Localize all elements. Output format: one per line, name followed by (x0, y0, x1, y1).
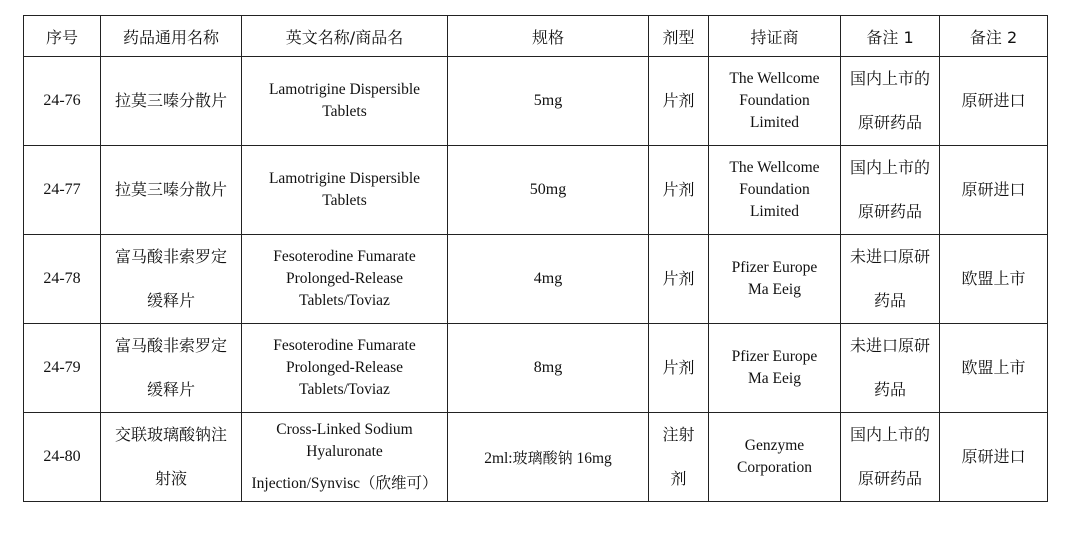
cell-note2: 原研进口 (940, 57, 1048, 146)
header-row (24, 16, 1048, 57)
holder-line: Foundation (739, 92, 810, 109)
cell-no: 24-80 (24, 413, 101, 502)
holder-line: Ma Eeig (748, 281, 801, 298)
table-row (24, 235, 1048, 324)
cell-form (649, 324, 709, 413)
cell-cn-name (101, 413, 242, 502)
header-en-name: 英文名称/商品名 (242, 16, 448, 57)
cn-name-line: 富马酸非索罗定 (114, 336, 227, 355)
cell-note1 (841, 235, 940, 324)
note1-line: 药品 (873, 291, 906, 310)
note1-line: 国内上市的 (849, 158, 930, 177)
holder-line: The Wellcome (729, 159, 820, 176)
cn-name-line: 交联玻璃酸钠注 (114, 425, 227, 444)
holder-line: Genzyme (744, 437, 805, 454)
en-name-line: Fesoterodine Fumarate (273, 337, 416, 354)
cell-no: 24-76 (24, 57, 101, 146)
cell-en-name (242, 57, 448, 146)
table-row (24, 146, 1048, 235)
cell-spec: 50mg (448, 146, 649, 235)
form-line: 片剂 (662, 358, 695, 377)
cell-spec: 8mg (448, 324, 649, 413)
cell-note1 (841, 146, 940, 235)
table-row (24, 413, 1048, 502)
cell-en-name (242, 324, 448, 413)
cell-no: 24-77 (24, 146, 101, 235)
holder-line: Corporation (737, 459, 812, 476)
cn-name-line: 拉莫三嗪分散片 (114, 91, 227, 110)
note1-line: 未进口原研 (849, 336, 930, 355)
en-name-line: Prolonged-Release (285, 270, 404, 287)
en-name-line: Lamotrigine Dispersible (268, 170, 421, 187)
header-cn-name: 药品通用名称 (101, 16, 242, 57)
spec-dose: 16mg (572, 449, 612, 467)
holder-line: Pfizer Europe (731, 259, 818, 276)
en-name-line: Tablets (322, 103, 367, 120)
note1-line: 国内上市的 (849, 425, 930, 444)
header-note1: 备注 1 (841, 16, 940, 57)
cell-note2: 原研进口 (940, 413, 1048, 502)
cell-holder (709, 324, 841, 413)
cell-cn-name (101, 324, 242, 413)
note1-line: 国内上市的 (849, 69, 930, 88)
cell-form (649, 57, 709, 146)
spec-ingredient: 玻璃酸钠 (512, 448, 573, 467)
cell-no: 24-79 (24, 324, 101, 413)
table-row (24, 57, 1048, 146)
cell-note1 (841, 57, 940, 146)
cell-note2: 欧盟上市 (940, 324, 1048, 413)
holder-line: Pfizer Europe (731, 348, 818, 365)
holder-line: Limited (749, 114, 800, 131)
cell-spec: 4mg (448, 235, 649, 324)
en-name-line: Fesoterodine Fumarate (273, 248, 416, 265)
holder-line: Limited (749, 203, 800, 220)
holder-line: Foundation (739, 181, 810, 198)
note1-line: 原研药品 (857, 469, 922, 488)
cell-en-name (242, 235, 448, 324)
cell-en-name (242, 146, 448, 235)
en-name-line: Injection/Synvisc（欣维可） (251, 475, 438, 492)
cell-cn-name (101, 57, 242, 146)
header-holder: 持证商 (709, 16, 841, 57)
en-name-line: Tablets (322, 192, 367, 209)
header-no: 序号 (24, 16, 101, 57)
en-name-line: Hyaluronate (306, 443, 383, 460)
cell-note2: 原研进口 (940, 146, 1048, 235)
cell-cn-name (101, 235, 242, 324)
header-note2: 备注 2 (940, 16, 1048, 57)
en-name-line: Lamotrigine Dispersible (268, 81, 421, 98)
holder-line: The Wellcome (729, 70, 820, 87)
en-name-line: Tablets/Toviaz (299, 381, 390, 398)
cell-form (649, 146, 709, 235)
cell-form (649, 413, 709, 502)
form-line: 片剂 (662, 269, 695, 288)
cell-holder (709, 235, 841, 324)
cell-holder (709, 146, 841, 235)
table-row (24, 324, 1048, 413)
form-line: 片剂 (662, 91, 695, 110)
en-name-line: Prolonged-Release (285, 359, 404, 376)
note1-line: 原研药品 (857, 202, 922, 221)
cell-spec: 5mg (448, 57, 649, 146)
header-form: 剂型 (649, 16, 709, 57)
form-line: 注射 (662, 425, 695, 444)
cell-spec (448, 413, 649, 502)
en-name-line: Tablets/Toviaz (299, 292, 390, 309)
cn-name-line: 缓释片 (146, 380, 195, 399)
header-spec: 规格 (448, 16, 649, 57)
note1-line: 未进口原研 (849, 247, 930, 266)
cn-name-line: 富马酸非索罗定 (114, 247, 227, 266)
note1-line: 原研药品 (857, 113, 922, 132)
spec-volume: 2ml: (484, 449, 513, 467)
cell-en-name (242, 413, 448, 502)
cell-cn-name (101, 146, 242, 235)
cell-note1 (841, 413, 940, 502)
form-line: 剂 (670, 469, 687, 488)
cell-no: 24-78 (24, 235, 101, 324)
drug-table (23, 15, 1048, 502)
cell-holder (709, 57, 841, 146)
cn-name-line: 射液 (154, 469, 187, 488)
cell-note1 (841, 324, 940, 413)
cell-note2: 欧盟上市 (940, 235, 1048, 324)
form-line: 片剂 (662, 180, 695, 199)
cn-name-line: 拉莫三嗪分散片 (114, 180, 227, 199)
cn-name-line: 缓释片 (146, 291, 195, 310)
holder-line: Ma Eeig (748, 370, 801, 387)
cell-form (649, 235, 709, 324)
en-name-line: Cross-Linked Sodium (276, 421, 413, 438)
cell-holder (709, 413, 841, 502)
note1-line: 药品 (873, 380, 906, 399)
